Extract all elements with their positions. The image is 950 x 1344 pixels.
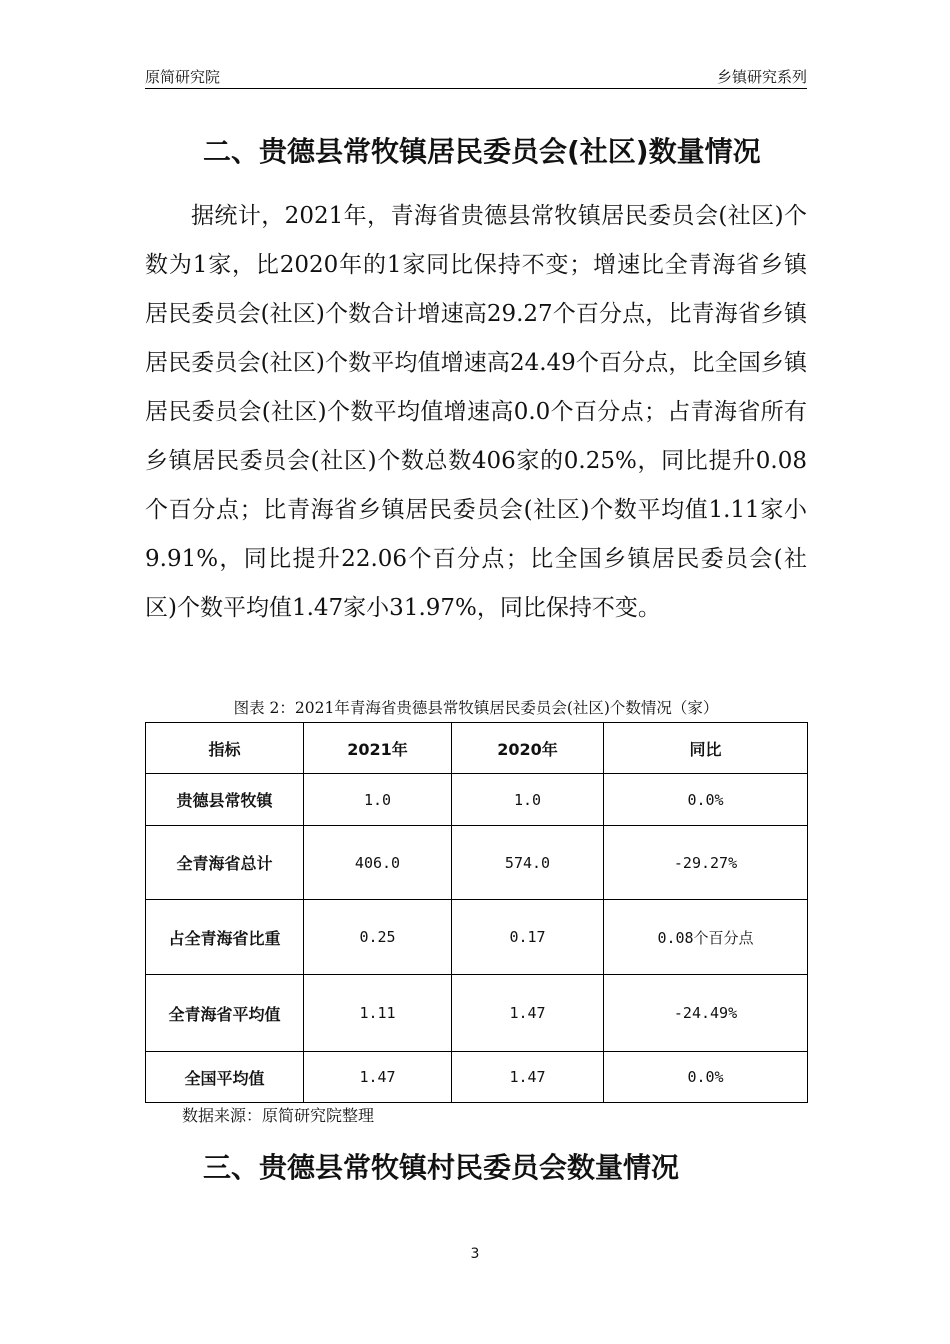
data-table [145, 722, 808, 1103]
page-header [145, 64, 807, 89]
cell-yoy: 0.0% [604, 1052, 808, 1103]
header-2020: 2020年 [452, 723, 604, 774]
row-label: 全国平均值 [146, 1052, 304, 1103]
table-source-note: 数据来源：原简研究院整理 [182, 1106, 375, 1125]
table-row [146, 1052, 808, 1103]
cell-yoy: 0.08个百分点 [604, 900, 808, 975]
section-3-heading: 三、贵德县常牧镇村民委员会数量情况 [203, 1151, 680, 1184]
cell-2020: 0.17 [452, 900, 604, 975]
cell-2020: 574.0 [452, 826, 604, 900]
row-label: 占全青海省比重 [146, 900, 304, 975]
section-2-heading: 二、贵德县常牧镇居民委员会(社区)数量情况 [203, 135, 761, 168]
cell-yoy: -29.27% [604, 826, 808, 900]
row-label: 贵德县常牧镇 [146, 774, 304, 826]
cell-2020: 1.0 [452, 774, 604, 826]
header-yoy: 同比 [604, 723, 808, 774]
cell-2020: 1.47 [452, 975, 604, 1052]
table-header-row [146, 723, 808, 774]
cell-2020: 1.47 [452, 1052, 604, 1103]
cell-2021: 0.25 [304, 900, 452, 975]
row-label: 全青海省平均值 [146, 975, 304, 1052]
cell-2021: 1.11 [304, 975, 452, 1052]
table-row [146, 975, 808, 1052]
table-row [146, 900, 808, 975]
cell-yoy: -24.49% [604, 975, 808, 1052]
header-series-name: 乡镇研究系列 [716, 68, 807, 86]
cell-2021: 406.0 [304, 826, 452, 900]
table-row [146, 774, 808, 826]
page-number: 3 [470, 1246, 480, 1262]
header-2021: 2021年 [304, 723, 452, 774]
cell-2021: 1.47 [304, 1052, 452, 1103]
cell-2021: 1.0 [304, 774, 452, 826]
section-2-paragraph: 据统计，2021年，青海省贵德县常牧镇居民委员会(社区)个数为1家，比2020年的1家同比保持不变；增速比全青海省乡镇居民委员会(社区)个数合计增速高29.27个百分点，比青海省乡镇居民委员会(社区)个数平均值增速高24.49个百分点，比全国乡镇居民委员会(社区)个数平均值增速高0.0个百分点；占青海省所有乡镇居民委员会(社区)个数总数406家的0.25%，同比提升0.08个百分点；比青海省乡镇居民委员会(社区)个数平均值1.11家小9.91%，同比提升22.06个百分点；比全国乡镇居民委员会(社区)个数平均值1.47家小31.97%，同比保持不变。 [145, 203, 807, 621]
row-label: 全青海省总计 [146, 826, 304, 900]
cell-yoy: 0.0% [604, 774, 808, 826]
table-row [146, 826, 808, 900]
header-org-name: 原简研究院 [145, 68, 221, 86]
table-caption: 图表 2：2021年青海省贵德县常牧镇居民委员会(社区)个数情况（家） [233, 699, 719, 717]
header-indicator: 指标 [146, 723, 304, 774]
